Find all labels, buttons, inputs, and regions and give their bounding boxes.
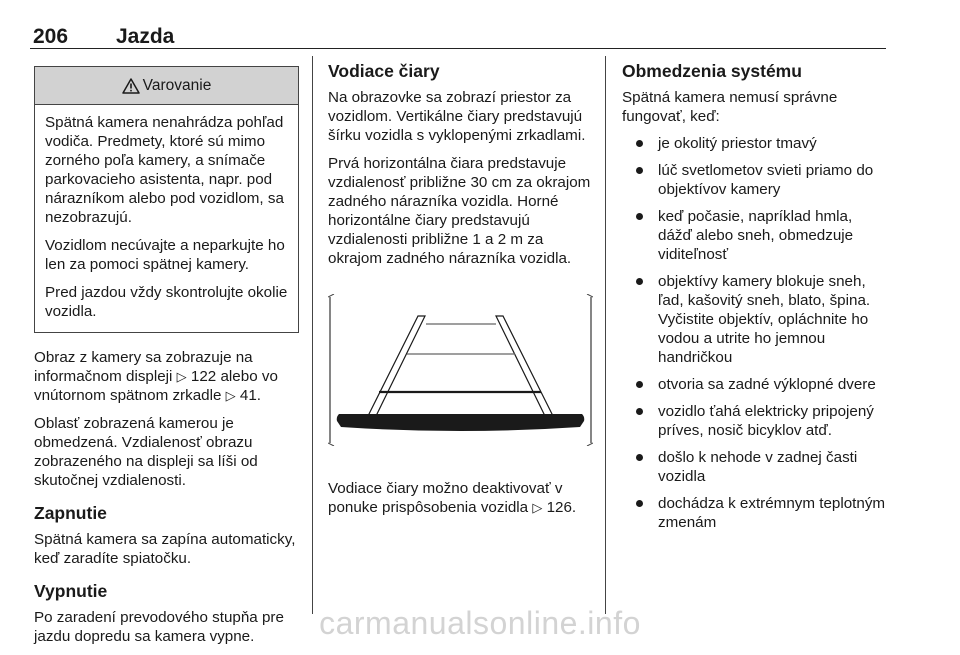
warning-box	[34, 66, 299, 333]
guide-lines-diagram	[328, 294, 593, 451]
watermark-logo: carmanualsonline.info	[319, 605, 641, 641]
left-column	[34, 60, 299, 655]
page-reference-arrow-icon: ▷	[176, 369, 187, 384]
guide-lines-heading: Vodiace čiary	[328, 61, 440, 81]
warning-body	[35, 105, 298, 332]
system-limits-intro: Spätná kamera nemusí správne fungovať, keď:	[622, 89, 838, 125]
system-limits-heading: Obmedzenia systému	[622, 61, 802, 81]
guide-line-pattern	[368, 316, 553, 416]
page-reference[interactable]: 126	[546, 499, 572, 516]
list-item: lúč svetlometov svieti priamo do objektívov kamery	[622, 161, 888, 199]
camera-area-paragraph: Oblasť zobrazená kamerou je obmedzená. Vzdialenosť obrazu zobrazeného na displeji sa líši od skutočnej vzdialenosti.	[34, 415, 258, 489]
camera-view-illustration	[328, 294, 593, 446]
page-reference-arrow-icon: ▷	[532, 500, 543, 515]
page-reference-arrow-icon: ▷	[225, 388, 236, 403]
list-item: došlo k nehode v zadnej časti vozidla	[622, 448, 888, 486]
warning-paragraph: Vozidlom necúvajte a neparkujte ho len za pomoci spätnej kamery.	[45, 237, 285, 273]
page-reference[interactable]: 122	[190, 368, 217, 385]
guide-lines-paragraph: Na obrazovke sa zobrazí priestor za vozidlom. Vertikálne čiary predstavujú šírku vozidla s vyklopenými zrkadlami.	[328, 89, 586, 144]
guide-lines-paragraph: Prvá horizontálna čiara predstavuje vzdialenosť približne 30 cm za okrajom zadného nárazníka vozidla. Horné horizontálne čiary predstavujú vzdialenosti približne 1 a 2 m za okrajom zadného nárazníka vozidla.	[328, 155, 591, 267]
vypnutie-heading: Vypnutie	[34, 581, 108, 601]
middle-column	[328, 60, 593, 526]
section-title: Jazda	[116, 25, 175, 48]
list-item: dochádza k extrémnym teplotným zmenám	[622, 494, 888, 532]
list-item: je okolitý priestor tmavý	[622, 134, 888, 153]
deactivation-paragraph: Vodiace čiary možno deaktivovať v ponuke prispôsobenia vozidla ▷ 126.	[328, 480, 577, 516]
page-header	[30, 22, 886, 49]
page-reference[interactable]: 41	[239, 387, 257, 404]
list-item: vozidlo ťahá elektricky pripojený príves, nosič bicyklov atď.	[622, 402, 888, 440]
warning-header	[35, 67, 298, 105]
page-number: 206	[33, 25, 69, 48]
rear-bumper	[337, 414, 585, 431]
list-item: objektívy kamery blokuje sneh, ľad, kašovitý sneh, blato, špina. Vyčistite objektív, opláchnite ho vodou a utrite ho jemnou handričkou	[622, 272, 888, 367]
zapnutie-heading: Zapnutie	[34, 503, 107, 523]
right-column	[622, 60, 888, 540]
column-divider	[605, 56, 606, 614]
warning-paragraph: Spätná kamera nenahrádza pohľad vodiča. Predmety, ktoré sú mimo zorného poľa kamery, a snímače parkovacieho asistenta, napr. pod nárazníkom alebo pod vozidlom, sa nezobrazujú.	[45, 114, 284, 226]
warning-title: Varovanie	[142, 77, 212, 94]
column-divider	[312, 56, 313, 614]
limitations-list	[622, 134, 888, 532]
warning-paragraph: Pred jazdou vždy skontrolujte okolie vozidla.	[45, 284, 288, 320]
list-item: keď počasie, napríklad hmla, dážď alebo sneh, obmedzuje viditeľnosť	[622, 207, 888, 264]
zapnutie-text: Spätná kamera sa zapína automaticky, keď zaradíte spiatočku.	[34, 531, 296, 567]
vypnutie-text: Po zaradení prevodového stupňa pre jazdu dopredu sa kamera vypne.	[34, 609, 284, 645]
warning-triangle-icon	[122, 78, 140, 94]
display-info-paragraph: Obraz z kamery sa zobrazuje na informačnom displeji ▷ 122 alebo vo vnútornom spätnom zrkadle ▷ 41.	[34, 349, 278, 404]
list-item: otvoria sa zadné výklopné dvere	[622, 375, 888, 394]
